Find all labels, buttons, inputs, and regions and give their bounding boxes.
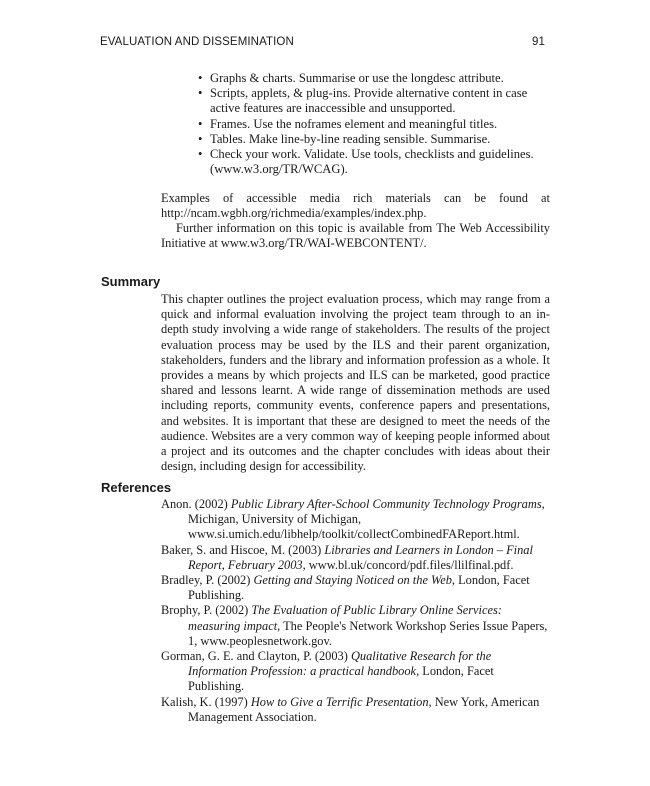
reference-author: Brophy, P. (2002)	[161, 603, 252, 618]
reference-details: , The People's Network Workshop Series Issue Papers, 1, www.peoplesnetwork.gov.	[188, 618, 548, 648]
reference-details: , Michigan, University of Michigan, www.si.umich.edu/libhelp/toolkit/collectCombinedFAReport.html.	[188, 497, 545, 542]
reference-author: Bradley, P. (2002)	[161, 573, 254, 588]
reference-details: , London, Facet Publishing.	[188, 664, 494, 694]
reference-title: Public Library After-School Community Technology Programs	[230, 497, 542, 511]
reference-details: , New York, American Management Association.	[188, 694, 540, 724]
summary-heading: Summary	[101, 274, 161, 289]
list-item: • Frames. Use the noframes element and meaningful titles.	[198, 117, 550, 132]
reference-title: Qualitative Research for the Information Profession: a practical handbook	[188, 649, 492, 679]
examples-paragraph: Examples of accessible media rich materials can be found at http://ncam.wgbh.org/richmedia/examples/index.php.	[161, 191, 550, 221]
references-list	[161, 497, 550, 725]
reference-title: Libraries and Learners in London – Final Report, February 2003	[188, 542, 533, 572]
list-item: • Scripts, applets, & plug-ins. Provide alternative content in case active features are inaccessible and unsupported.	[198, 86, 550, 116]
reference-item	[161, 497, 550, 543]
reference-item	[161, 573, 550, 603]
reference-author: Anon. (2002)	[161, 497, 231, 511]
list-item: • Graphs & charts. Summarise or use the longdesc attribute.	[198, 71, 550, 86]
summary-paragraph: This chapter outlines the project evaluation process, which may range from a quick and informal evaluation involving the project team through to an in-depth study involving a wide range of stakeholders. The results of the project evaluation process may be used by the ILS and their parent organization, stakeholders, funders and the library and information profession as a whole. It provides a means by which projects and ILS can be marketed, good practice shared and lessons learnt. A wide range of dissemination methods are used including reports, community events, conference papers and presentations, and websites. It is important that these are designed to meet the needs of the audience. Websites are a very common way of keeping people informed about a project and its outcomes and the chapter concludes with ideas about their design, including design for accessibility.	[161, 292, 550, 474]
reference-title: Getting and Staying Noticed on the Web	[253, 573, 452, 588]
references-heading: References	[101, 480, 172, 495]
reference-author: Baker, S. and Hiscoe, M. (2003)	[161, 542, 325, 557]
reference-item	[161, 649, 550, 695]
reference-details: , www.bl.uk/concord/pdf.files/llilfinal.pdf.	[302, 557, 514, 572]
list-item: • Check your work. Validate. Use tools, checklists and guidelines. (www.w3.org/TR/WCAG).	[198, 147, 550, 177]
reference-item	[161, 543, 550, 573]
reference-item	[161, 603, 550, 649]
reference-title: The Evaluation of Public Library Online Services: measuring impact	[188, 603, 502, 633]
further-info-paragraph: Further information on this topic is available from The Web Accessibility Initiative at www.w3.org/TR/WAI-WEBCONTENT/.	[161, 221, 550, 251]
list-item: • Tables. Make line-by-line reading sensible. Summarise.	[198, 132, 550, 147]
reference-details: , London, Facet Publishing.	[188, 573, 530, 603]
reference-title: How to Give a Terrific Presentation	[250, 694, 429, 709]
reference-author: Gorman, G. E. and Clayton, P. (2003)	[161, 649, 351, 664]
accessibility-checklist	[198, 71, 550, 177]
page-number: 91	[532, 36, 545, 48]
running-title: EVALUATION AND DISSEMINATION	[100, 36, 294, 48]
reference-author: Kalish, K. (1997)	[161, 694, 251, 709]
reference-item	[161, 695, 550, 725]
running-header	[100, 36, 545, 48]
